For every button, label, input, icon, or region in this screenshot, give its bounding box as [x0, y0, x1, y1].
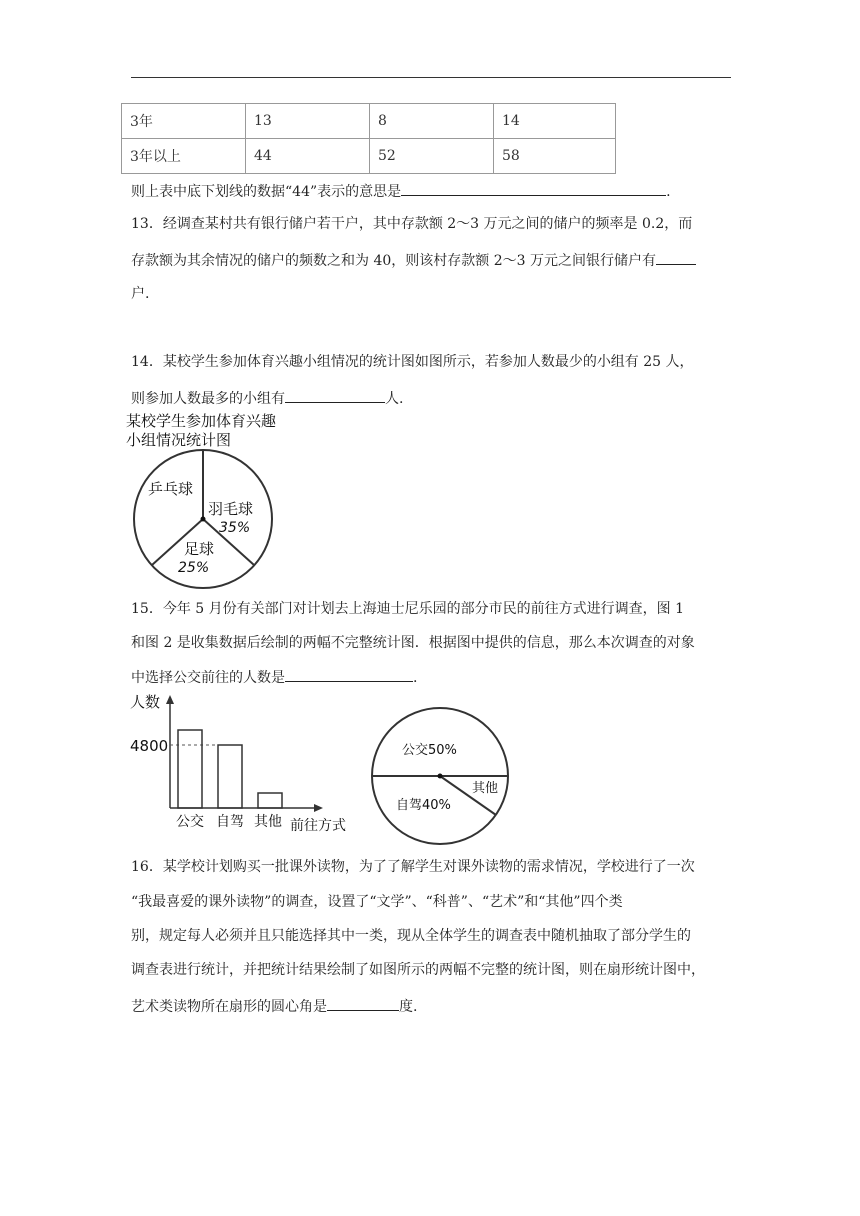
- bar-chart-y-axis-label: 人数: [130, 693, 161, 711]
- question-15-line-3: [131, 666, 417, 688]
- question-text: 人.: [385, 391, 404, 407]
- table-cell: 44: [246, 139, 370, 174]
- answer-blank[interactable]: [285, 387, 385, 403]
- question-text: .: [413, 670, 418, 686]
- data-table: [121, 103, 616, 174]
- pie-title-line-1: 某校学生参加体育兴趣: [126, 412, 277, 430]
- question-15-line-1: 15．今年 5 月份有关部门对计划去上海迪士尼乐园的部分市民的前往方式进行调查，图 1: [131, 601, 684, 617]
- bar-chart-x-axis-label: 前往方式: [290, 818, 346, 834]
- answer-blank[interactable]: [285, 666, 413, 682]
- x-category-label: 公交: [176, 814, 204, 830]
- pie-slice-label-football: 足球: [184, 540, 215, 558]
- question-text: 度.: [399, 999, 418, 1015]
- question-13-line-2: [131, 249, 696, 271]
- pie-slice-label-badminton: 羽毛球: [208, 500, 254, 518]
- bar-bus: [178, 730, 202, 808]
- x-category-label: 自驾: [216, 814, 244, 830]
- pie-slice-label-self-drive: 自驾40%: [396, 798, 451, 813]
- table-cell: 3年: [122, 104, 246, 139]
- travel-mode-pie-chart: [368, 700, 513, 845]
- header-rule: [131, 77, 731, 78]
- question-16-line-1: 16．某学校计划购买一批课外读物，为了了解学生对课外读物的需求情况，学校进行了一次: [131, 859, 695, 875]
- x-category-label: 其他: [254, 814, 282, 830]
- pie-center-dot: [438, 774, 443, 779]
- table-cell: 13: [246, 104, 370, 139]
- answer-blank[interactable]: [327, 995, 399, 1011]
- pie-center-dot: [201, 517, 206, 522]
- question-12-tail: [131, 180, 671, 202]
- question-15-line-2: 和图 2 是收集数据后绘制的两幅不完整统计图．根据图中提供的信息，那么本次调查的对象: [131, 635, 695, 651]
- table-row: [122, 139, 616, 174]
- table-cell: 58: [494, 139, 616, 174]
- question-16-line-4: 调查表进行统计，并把统计结果绘制了如图所示的两幅不完整的统计图，则在扇形统计图中，: [131, 962, 705, 978]
- pie-slice-label-bus: 公交50%: [402, 743, 457, 758]
- question-14-line-2: [131, 387, 403, 409]
- pie-slice-percent-badminton: 35%: [219, 520, 251, 536]
- question-text: 则上表中底下划线的数据“44”表示的意思是: [131, 184, 402, 200]
- question-text: 艺术类读物所在扇形的圆心角是: [131, 999, 327, 1015]
- table-cell: 52: [370, 139, 494, 174]
- sports-group-pie-chart: [126, 410, 286, 585]
- question-text: .: [666, 184, 671, 200]
- table-row: [122, 104, 616, 139]
- question-text: 存款额为其余情况的储户的频数之和为 40，则该村存款额 2～3 万元之间银行储户有: [131, 253, 656, 269]
- travel-mode-bar-chart: [126, 690, 366, 838]
- y-tick-label: 4800: [130, 737, 169, 755]
- y-axis-arrow-icon: [166, 695, 174, 704]
- answer-blank[interactable]: [656, 249, 696, 265]
- table-cell: 3年以上: [122, 139, 246, 174]
- pie-slice-percent-football: 25%: [178, 560, 210, 576]
- x-axis-arrow-icon: [314, 804, 323, 812]
- bar-self-drive: [218, 745, 242, 808]
- question-text: 中选择公交前往的人数是: [131, 670, 285, 686]
- pie-title-line-2: 小组情况统计图: [126, 431, 232, 449]
- answer-blank[interactable]: [401, 180, 666, 196]
- question-13-line-1: 13．经调查某村共有银行储户若干户，其中存款额 2～3 万元之间的储户的频率是 0.2，而: [131, 216, 693, 232]
- question-14-line-1: 14．某校学生参加体育兴趣小组情况的统计图如图所示，若参加人数最少的小组有 25 人，: [131, 354, 694, 370]
- question-13-line-3: 户.: [131, 286, 150, 302]
- pie-slice-label-pingpong: 乒乓球: [148, 480, 194, 498]
- bar-other: [258, 793, 282, 808]
- question-16-line-3: 别，规定每人必须并且只能选择其中一类，现从全体学生的调查表中随机抽取了部分学生的: [131, 928, 691, 944]
- question-16-line-5: [131, 995, 417, 1017]
- question-text: 则参加人数最多的小组有: [131, 391, 285, 407]
- pie-slice-label-other: 其他: [472, 781, 499, 796]
- question-16-line-2: “我最喜爱的课外读物”的调查，设置了“文学”、“科普”、“艺术”和“其他”四个类: [131, 894, 623, 910]
- table-cell: 8: [370, 104, 494, 139]
- table-cell: 14: [494, 104, 616, 139]
